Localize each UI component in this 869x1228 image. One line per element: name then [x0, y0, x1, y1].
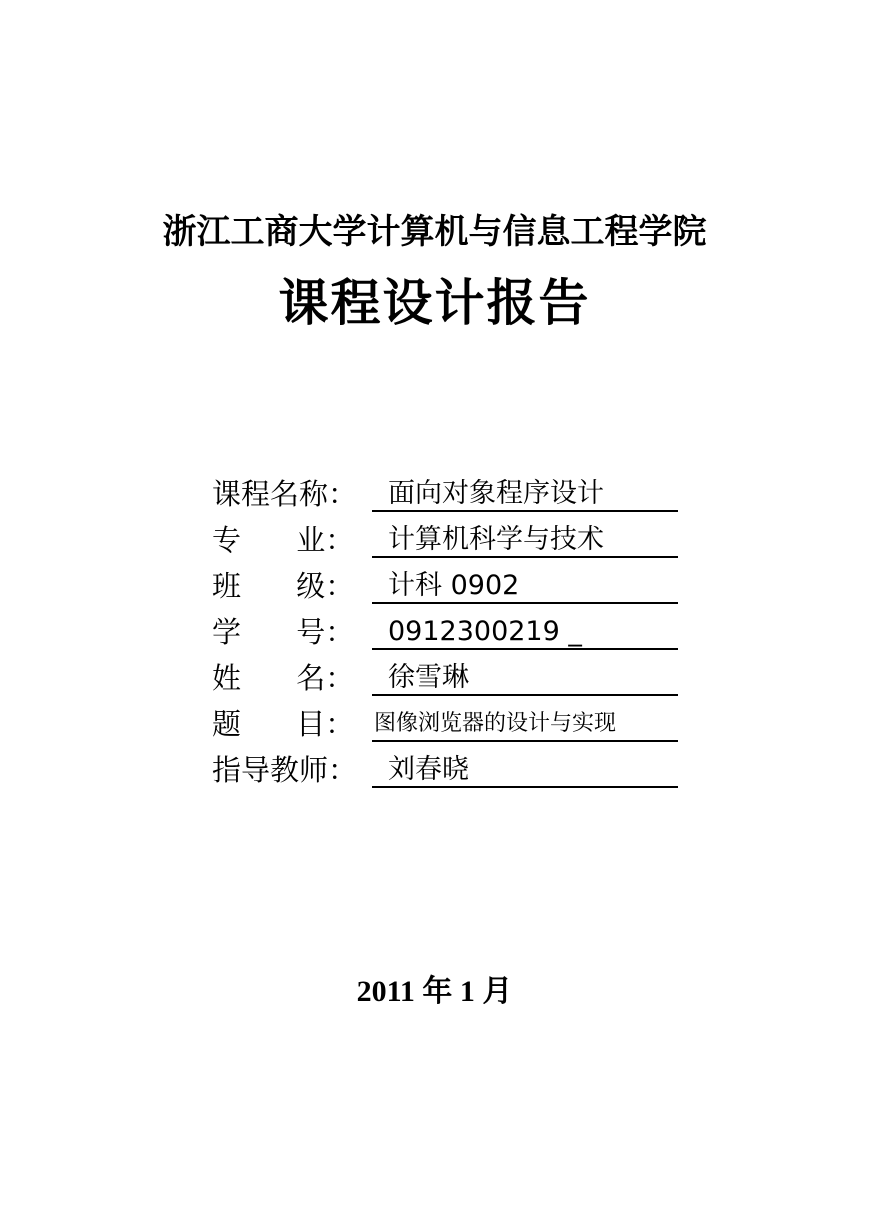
- field-value-course: 面向对象程序设计: [372, 472, 678, 512]
- report-title: 课程设计报告: [278, 274, 591, 332]
- field-label-topic: 题 目：: [212, 707, 355, 741]
- field-row-topic: [212, 702, 682, 748]
- field-value-topic: 图像浏览器的设计与实现: [372, 702, 678, 742]
- field-row-course: [212, 472, 682, 518]
- field-label-advisor: 指导教师：: [212, 753, 358, 787]
- field-row-class: [212, 564, 682, 610]
- field-row-name: [212, 656, 682, 702]
- cover-info-table: [212, 472, 682, 794]
- field-label-class: 班 级：: [212, 569, 355, 603]
- field-row-major: [212, 518, 682, 564]
- report-date: 2011 年 1 月: [356, 975, 513, 1008]
- field-value-class: 计科 0902: [372, 564, 678, 604]
- field-label-course: 课程名称：: [212, 477, 358, 511]
- field-value-major: 计算机科学与技术: [372, 518, 678, 558]
- field-value-student-id: 0912300219 _: [372, 610, 678, 650]
- field-row-student-id: [212, 610, 682, 656]
- field-label-major: 专 业：: [212, 523, 355, 557]
- field-value-name: 徐雪琳: [372, 656, 678, 696]
- institution-name: 浙江工商大学计算机与信息工程学院: [162, 212, 707, 252]
- field-row-advisor: [212, 748, 682, 794]
- field-label-name: 姓 名：: [212, 661, 355, 695]
- field-label-student-id: 学 号：: [212, 615, 355, 649]
- field-value-advisor: 刘春晓: [372, 748, 678, 788]
